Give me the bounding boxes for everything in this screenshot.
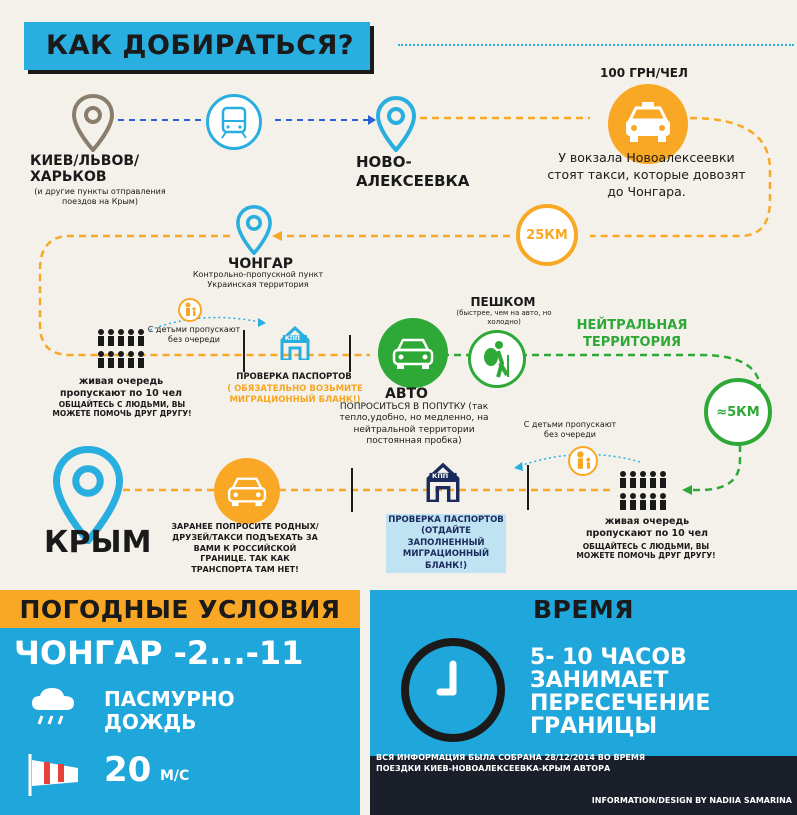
distance-badge: [704, 378, 772, 446]
children-note: С детьми пропускают без очереди: [523, 420, 617, 439]
children-icon: [178, 298, 202, 322]
rain-cloud-icon: [28, 684, 80, 732]
taxi-note: У вокзала Новоалексеевки стоят такси, которые довозят до Чонгара.: [547, 150, 746, 199]
queue-title: живая очередь пропускают по 10 чел: [585, 516, 709, 539]
info-note: ВСЯ ИНФОРМАЦИЯ БЫЛА СОБРАНА 28/12/2014 ВО ВРЕМЯ ПОЕЗДКИ КИЕВ-НОВОАЛЕКСЕЕВКА-КРЫМ АВТОРА: [376, 753, 646, 774]
checkpoint-icon: [426, 462, 460, 502]
clock-icon: [392, 636, 514, 744]
taxi-advice-note: ЗАРАНЕЕ ПОПРОСИТЕ РОДНЫХ/ДРУЗЕЙ/ТАКСИ ПОДЪЕХАТЬ ЗА ВАМИ К РОССИЙСКОЙ ГРАНИЦЕ. ТАК КАК ТРАНСПОРТА ТАМ НЕТ!: [171, 522, 319, 575]
auto-title: АВТО: [385, 386, 428, 402]
walk-note: (быстрее, чем на авто, но холодно): [456, 309, 552, 326]
car-icon: [378, 318, 448, 388]
crossing-time-text: 5- 10 ЧАСОВ ЗАНИМАЕТ ПЕРЕСЕЧЕНИЕ ГРАНИЦЫ: [530, 645, 711, 740]
novo-label: НОВО- АЛЕКСЕЕВКА: [356, 153, 470, 190]
checkpoint-icon: [280, 326, 310, 360]
queue-people-icon: [96, 328, 154, 372]
passport-check-box: ПРОВЕРКА ПАСПОРТОВ (ОТДАЙТЕ ЗАПОЛНЕННЫЙ МИГРАЦИОННЫЙ БЛАНК!): [386, 514, 506, 573]
location-pin-icon: [236, 205, 272, 255]
passport-check-title: ПРОВЕРКА ПАСПОРТОВ: [236, 372, 352, 382]
windsock-icon: [24, 752, 84, 798]
queue-people-icon: [618, 470, 676, 514]
location-pin-icon: [72, 94, 114, 152]
queue-note: ОБЩАЙТЕСЬ С ЛЮДЬМИ, ВЫ МОЖЕТЕ ПОМОЧЬ ДРУГ ДРУГУ!: [576, 542, 716, 561]
checkpoint-label: КПП: [432, 472, 449, 480]
page-title: КАК ДОБИРАТЬСЯ?: [46, 30, 355, 61]
car-icon: [214, 458, 280, 524]
hiker-icon: [468, 330, 526, 388]
checkpoint-label: КПП: [285, 335, 300, 342]
distance-badge: [516, 204, 578, 266]
weather-condition: ПАСМУРНО ДОЖДЬ: [104, 687, 235, 734]
wind-value: 20: [104, 750, 152, 790]
weather-temp: ЧОНГАР -2...-11: [14, 634, 304, 672]
chongar-note: Контрольно-пропускной пункт Украинская территория: [192, 270, 324, 289]
start-city-label: КИЕВ/ЛЬВОВ/ ХАРЬКОВ: [30, 153, 140, 186]
crimea-label: КРЫМ: [44, 525, 152, 560]
auto-note: ПОПРОСИТЬСЯ В ПОПУТКУ (так тепло,удобно, но медленно, на нейтральной территории постоянная пробка): [339, 402, 489, 446]
weather-heading: ПОГОДНЫЕ УСЛОВИЯ: [19, 594, 341, 624]
walk-title: ПЕШКОМ: [470, 295, 536, 309]
time-header: [370, 590, 797, 628]
design-credit: INFORMATION/DESIGN BY NADIIA SAMARINA: [591, 796, 792, 805]
passport-check-note: ( ОБЯЗАТЕЛЬНО ВОЗЬМИТЕ МИГРАЦИОННЫЙ БЛАНК!): [227, 384, 363, 405]
start-city-note: (и другие пункты отправления поездов на Крым): [34, 187, 166, 206]
taxi-price: 100 ГРН/ЧЕЛ: [600, 66, 688, 80]
children-icon: [568, 446, 598, 476]
children-note: С детьми пропускают без очереди: [147, 325, 241, 344]
queue-title: живая очередь пропускают по 10 чел: [59, 376, 183, 399]
train-icon: [206, 94, 262, 150]
distance-value: ≈5КМ: [716, 404, 760, 420]
time-heading: ВРЕМЯ: [532, 594, 635, 624]
neutral-territory-label: НЕЙТРАЛЬНАЯ ТЕРРИТОРИЯ: [576, 318, 688, 350]
chongar-label: ЧОНГАР: [228, 256, 293, 272]
weather-header: [0, 590, 360, 628]
distance-value: 25КМ: [526, 227, 568, 243]
location-pin-icon: [376, 96, 416, 152]
wind-unit: М/С: [160, 768, 190, 784]
queue-note: ОБЩАЙТЕСЬ С ЛЮДЬМИ, ВЫ МОЖЕТЕ ПОМОЧЬ ДРУГ ДРУГУ!: [52, 400, 192, 419]
